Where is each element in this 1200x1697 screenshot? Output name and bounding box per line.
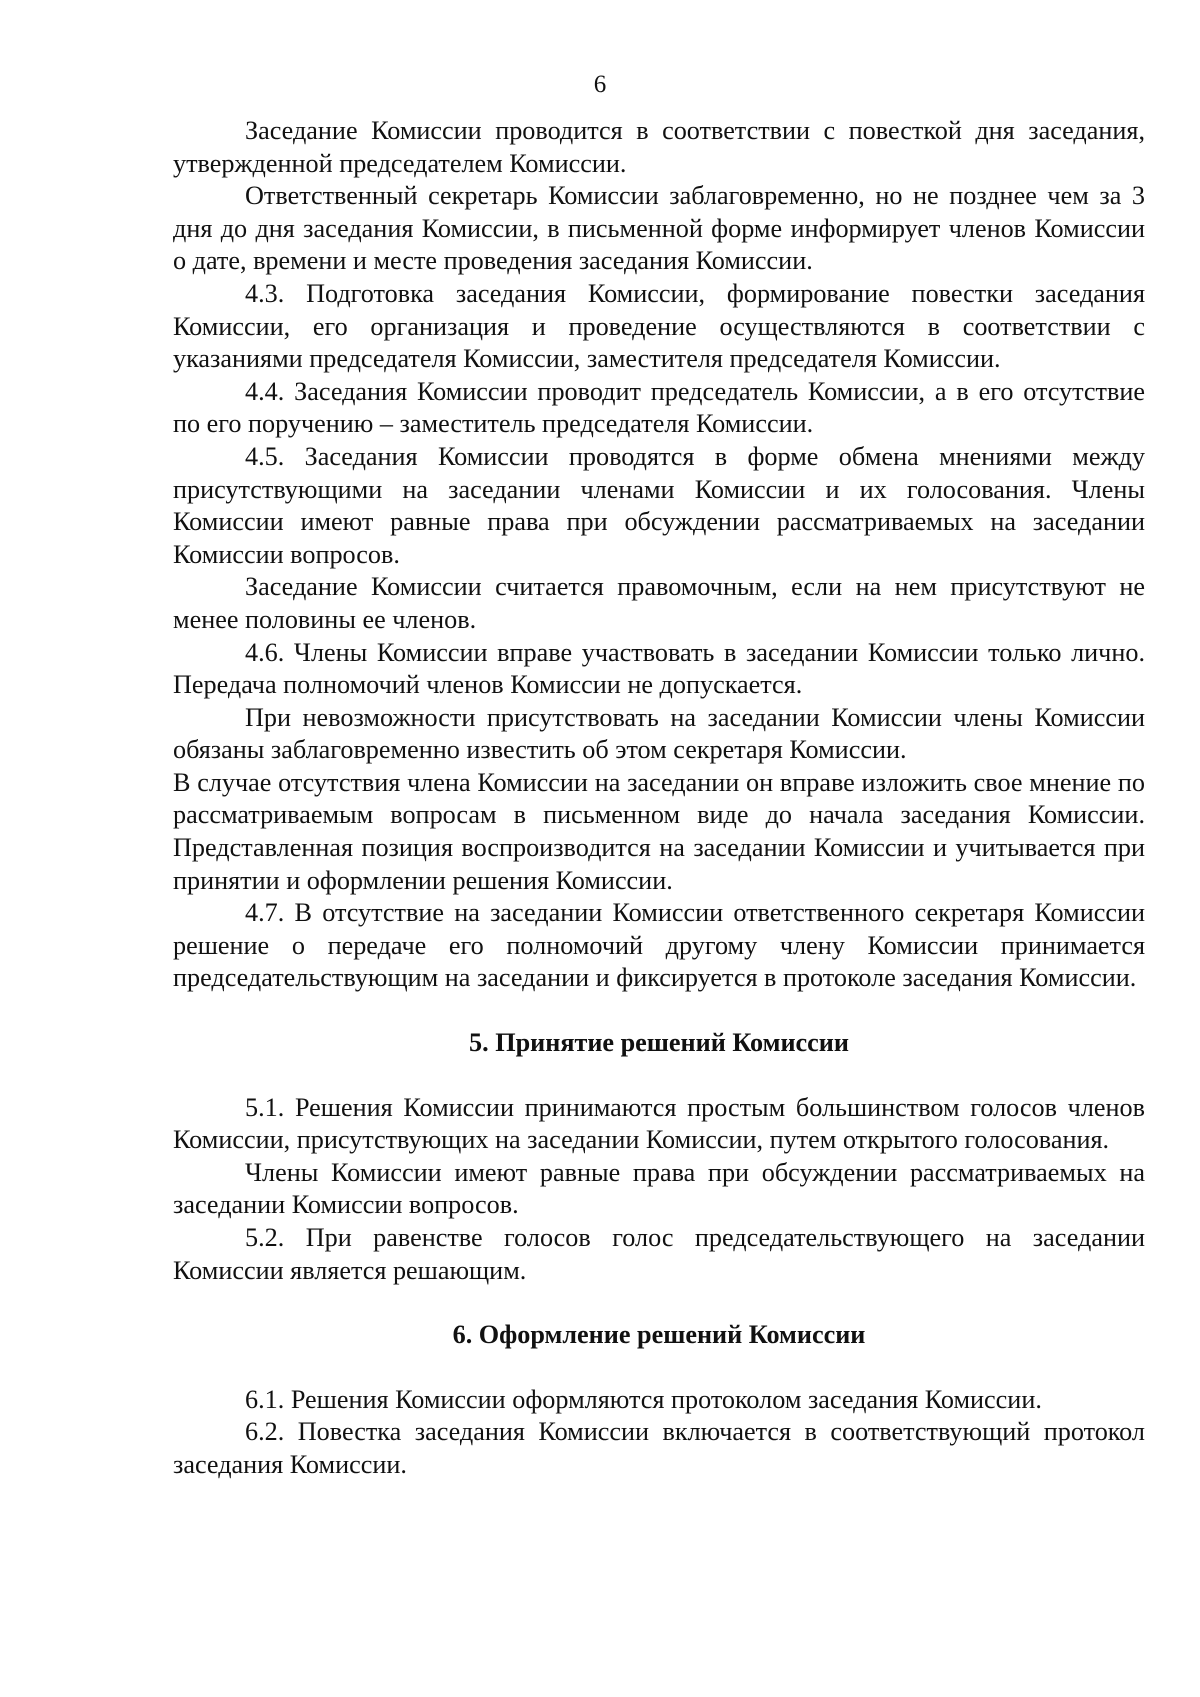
paragraph-4-6: 4.6. Члены Комиссии вправе участвовать в заседании Комиссии только лично. Передача полномочий членов Комиссии не допускается. <box>173 637 1145 700</box>
paragraph-4-3: 4.3. Подготовка заседания Комиссии, формирование повестки заседания Комиссии, его организация и проведение осуществляются в соответствии с указаниями председателя Комиссии, заместителя председателя Комиссии. <box>173 278 1145 374</box>
document-body <box>173 115 1145 1482</box>
paragraph-6-2: 6.2. Повестка заседания Комиссии включается в соответствующий протокол заседания Комиссии. <box>173 1417 1145 1479</box>
section-6-heading: 6. Оформление решений Комиссии <box>452 1320 866 1350</box>
paragraph-4-4: 4.4. Заседания Комиссии проводит председатель Комиссии, а в его отсутствие по его поручению – заместитель председателя Комиссии. <box>173 376 1145 439</box>
paragraph-4-7: 4.7. В отсутствие на заседании Комиссии ответственного секретаря Комиссии решение о передаче его полномочий другому члену Комиссии принимается председательствующим на заседании и фиксируется в протоколе заседания Комиссии. <box>173 898 1145 993</box>
paragraph-secretary-notice: Ответственный секретарь Комиссии заблаговременно, но не позднее чем за 3 дня до дня заседания Комиссии, в письменной форме информирует членов Комиссии о дате, времени и месте проведения заседания Комиссии. <box>173 181 1145 276</box>
paragraph-6-1: 6.1. Решения Комиссии оформляются протоколом заседания Комиссии. <box>245 1384 1042 1414</box>
paragraph-agenda: Заседание Комиссии проводится в соответствии с повесткой дня заседания, утвержденной председателем Комиссии. <box>173 116 1145 178</box>
paragraph-quorum: Заседание Комиссии считается правомочным, если на нем присутствуют не менее половины ее членов. <box>173 572 1145 634</box>
paragraph-written-opinion: В случае отсутствия члена Комиссии на заседании он вправе изложить свое мнение по рассматриваемым вопросам в письменном виде до начала заседания Комиссии. Представленная позиция воспроизводится на заседании Комиссии и учитывается при принятии и оформлении решения Комиссии. <box>173 767 1145 895</box>
paragraph-5-1: 5.1. Решения Комиссии принимаются простым большинством голосов членов Комиссии, присутствующих на заседании Комиссии, путем открытого голосования. <box>173 1092 1145 1155</box>
page-number: 6 <box>593 71 607 98</box>
paragraph-4-5: 4.5. Заседания Комиссии проводятся в форме обмена мнениями между присутствующими на заседании членами Комиссии и их голосования. Члены Комиссии имеют равные права при обсуждении рассматриваемых на заседании Комиссии вопросов. <box>173 441 1145 569</box>
paragraph-equal-rights: Члены Комиссии имеют равные права при обсуждении рассматриваемых на заседании Комиссии вопросов. <box>173 1157 1145 1220</box>
section-5-heading: 5. Принятие решений Комиссии <box>469 1028 849 1058</box>
paragraph-5-2: 5.2. При равенстве голосов голос председательствующего на заседании Комиссии является решающим. <box>173 1223 1145 1285</box>
paragraph-absence-notice: При невозможности присутствовать на заседании Комиссии члены Комиссии обязаны заблаговременно известить об этом секретаря Комиссии. <box>173 702 1145 765</box>
